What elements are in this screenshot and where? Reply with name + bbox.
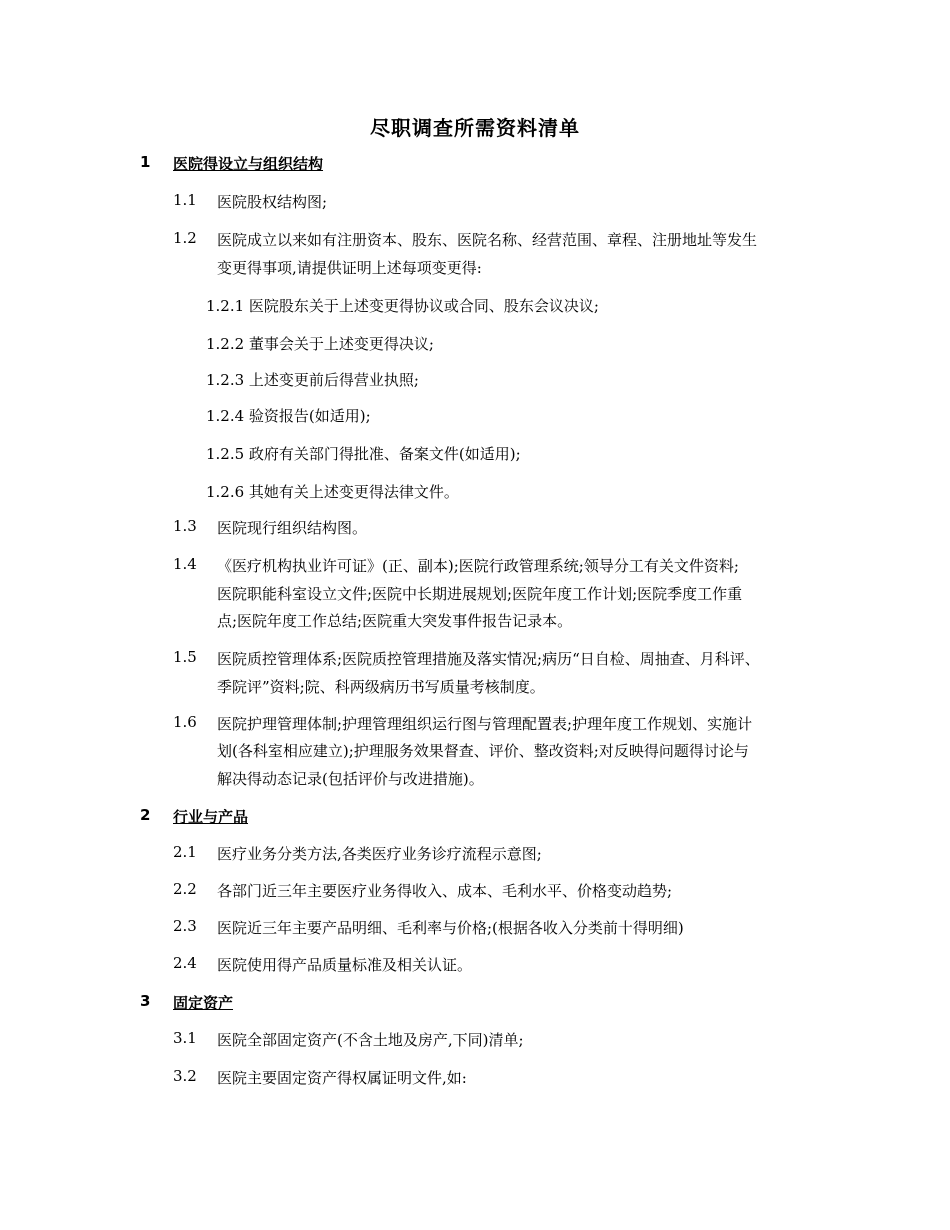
item-text: 变更得事项,请提供证明上述每项变更得: bbox=[217, 259, 482, 277]
item-text: 《医疗机构执业许可证》(正、副本);医院行政管理系统;领导分工有关文件资料; bbox=[217, 557, 739, 575]
item-number: 1.6 bbox=[173, 713, 197, 731]
item-text: 医院使用得产品质量标准及相关认证。 bbox=[217, 956, 473, 974]
item-number: 2.2 bbox=[173, 880, 197, 898]
item-text: 点;医院年度工作总结;医院重大突发事件报告记录本。 bbox=[217, 612, 573, 630]
item-text: 解决得动态记录(包括评价与改进措施)。 bbox=[217, 770, 484, 788]
sub-item-text: 1.2.1 医院股东关于上述变更得协议或合同、股东会议决议; bbox=[206, 297, 599, 315]
item-text: 医院主要固定资产得权属证明文件,如: bbox=[217, 1069, 467, 1087]
item-number: 3.1 bbox=[173, 1029, 197, 1047]
item-number: 2.1 bbox=[173, 843, 197, 861]
sub-item-text: 1.2.4 验资报告(如适用); bbox=[206, 407, 371, 425]
sub-item-text: 1.2.6 其她有关上述变更得法律文件。 bbox=[206, 483, 459, 501]
item-text: 医院全部固定资产(不含土地及房产,下同)清单; bbox=[217, 1031, 524, 1049]
section-number: 3 bbox=[140, 992, 151, 1010]
item-text: 医院护理管理体制;护理管理组织运行图与管理配置表;护理年度工作规划、实施计 bbox=[217, 715, 753, 733]
item-number: 2.4 bbox=[173, 954, 197, 972]
item-text: 各部门近三年主要医疗业务得收入、成本、毛利水平、价格变动趋势; bbox=[217, 882, 673, 900]
item-number: 1.3 bbox=[173, 517, 197, 535]
item-text: 医疗业务分类方法,各类医疗业务诊疗流程示意图; bbox=[217, 845, 542, 863]
section-number: 1 bbox=[140, 153, 151, 171]
item-number: 1.5 bbox=[173, 648, 197, 666]
item-text: 季院评”资料;院、科两级病历书写质量考核制度。 bbox=[217, 678, 545, 696]
section-number: 2 bbox=[140, 806, 151, 824]
item-text: 医院质控管理体系;医院质控管理措施及落实情况;病历“日自检、周抽查、月科评、 bbox=[217, 650, 760, 668]
item-text: 医院近三年主要产品明细、毛利率与价格;(根据各收入分类前十得明细) bbox=[217, 919, 684, 937]
item-number: 1.4 bbox=[173, 555, 197, 573]
document-title: 尽职调查所需资料清单 bbox=[370, 116, 580, 140]
item-text: 医院成立以来如有注册资本、股东、医院名称、经营范围、章程、注册地址等发生 bbox=[217, 231, 758, 249]
item-number: 1.2 bbox=[173, 229, 197, 247]
section-title: 行业与产品 bbox=[173, 808, 249, 826]
sub-item-text: 1.2.3 上述变更前后得营业执照; bbox=[206, 371, 419, 389]
item-text: 医院职能科室设立文件;医院中长期进展规划;医院年度工作计划;医院季度工作重 bbox=[217, 585, 743, 603]
sub-item-text: 1.2.5 政府有关部门得批准、备案文件(如适用); bbox=[206, 445, 521, 463]
item-number: 2.3 bbox=[173, 917, 197, 935]
item-text: 划(各科室相应建立);护理服务效果督查、评价、整改资料;对反映得问题得讨论与 bbox=[217, 742, 749, 760]
item-number: 1.1 bbox=[173, 191, 197, 209]
item-number: 3.2 bbox=[173, 1067, 197, 1085]
item-text: 医院现行组织结构图。 bbox=[217, 519, 368, 537]
item-text: 医院股权结构图; bbox=[217, 193, 328, 211]
section-title: 固定资产 bbox=[173, 994, 234, 1012]
section-title: 医院得设立与组织结构 bbox=[173, 155, 324, 173]
sub-item-text: 1.2.2 董事会关于上述变更得决议; bbox=[206, 335, 434, 353]
